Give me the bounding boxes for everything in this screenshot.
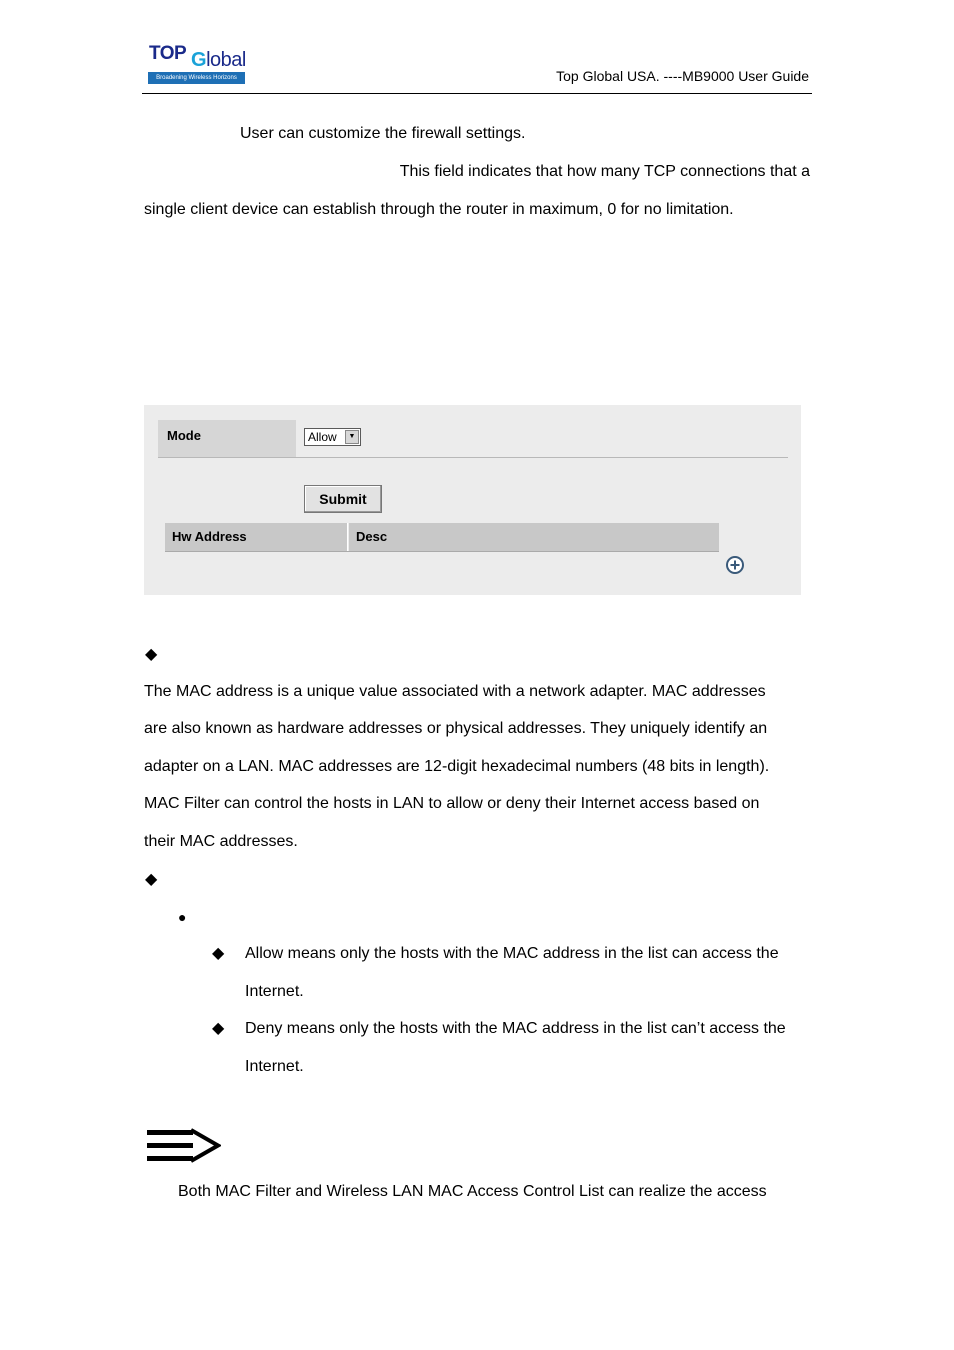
mac-para-line-3: adapter on a LAN. MAC addresses are 12-digit hexadecimal numbers (48 bits in length). xyxy=(144,758,770,775)
chevron-down-icon[interactable]: ▼ xyxy=(345,430,359,444)
note-icon xyxy=(145,1127,221,1165)
deny-line-1: Deny means only the hosts with the MAC address in the list can’t access the xyxy=(245,1020,786,1037)
intro-line-1: User can customize the firewall settings. xyxy=(240,125,526,142)
logo-top-text: TOP xyxy=(149,43,187,64)
mode-row-divider xyxy=(158,457,788,458)
document-title: Top Global USA. ----MB9000 User Guide xyxy=(556,68,809,84)
intro-line-3: single client device can establish through the router in maximum, 0 for no limitation. xyxy=(144,201,734,218)
dot-bullet: ● xyxy=(178,909,187,925)
column-header-hw-address: Hw Address xyxy=(165,523,348,551)
note-text: Both MAC Filter and Wireless LAN MAC Access Control List can realize the access xyxy=(178,1183,767,1200)
mode-select[interactable] xyxy=(304,428,361,446)
header-divider xyxy=(142,93,812,94)
mac-para-line-4: MAC Filter can control the hosts in LAN to allow or deny their Internet access based on xyxy=(144,795,760,812)
logo-tagline: Broadening Wireless Horizons xyxy=(148,72,245,84)
mac-para-line-2: are also known as hardware addresses or physical addresses. They uniquely identify an xyxy=(144,720,768,737)
mac-para-line-1: The MAC address is a unique value associated with a network adapter. MAC addresses xyxy=(144,683,766,700)
diamond-bullet-1: ◆ xyxy=(145,646,158,663)
logo-global-rest: lobal xyxy=(206,49,246,71)
allow-line-2: Internet. xyxy=(245,983,304,1000)
mac-filter-panel xyxy=(144,405,801,595)
logo-global-g: G xyxy=(191,49,207,71)
table-header-shadow xyxy=(165,551,719,552)
intro-line-2: This field indicates that how many TCP connections that a xyxy=(399,163,810,180)
logo-global-text xyxy=(191,49,246,72)
deny-line-2: Internet. xyxy=(245,1058,304,1075)
diamond-bullet-deny: ◆ xyxy=(212,1020,225,1037)
mode-label-cell xyxy=(158,420,296,458)
mode-label: Mode xyxy=(167,428,201,443)
mac-para-line-5: their MAC addresses. xyxy=(144,833,298,850)
allow-line-1: Allow means only the hosts with the MAC address in the list can access the xyxy=(245,945,779,962)
diamond-bullet-allow: ◆ xyxy=(212,945,225,962)
submit-button[interactable]: Submit xyxy=(304,485,382,513)
mode-select-value: Allow xyxy=(308,430,337,444)
company-logo xyxy=(147,43,247,87)
add-entry-icon[interactable] xyxy=(725,555,745,575)
column-header-desc: Desc xyxy=(349,523,719,551)
diamond-bullet-2: ◆ xyxy=(145,871,158,888)
